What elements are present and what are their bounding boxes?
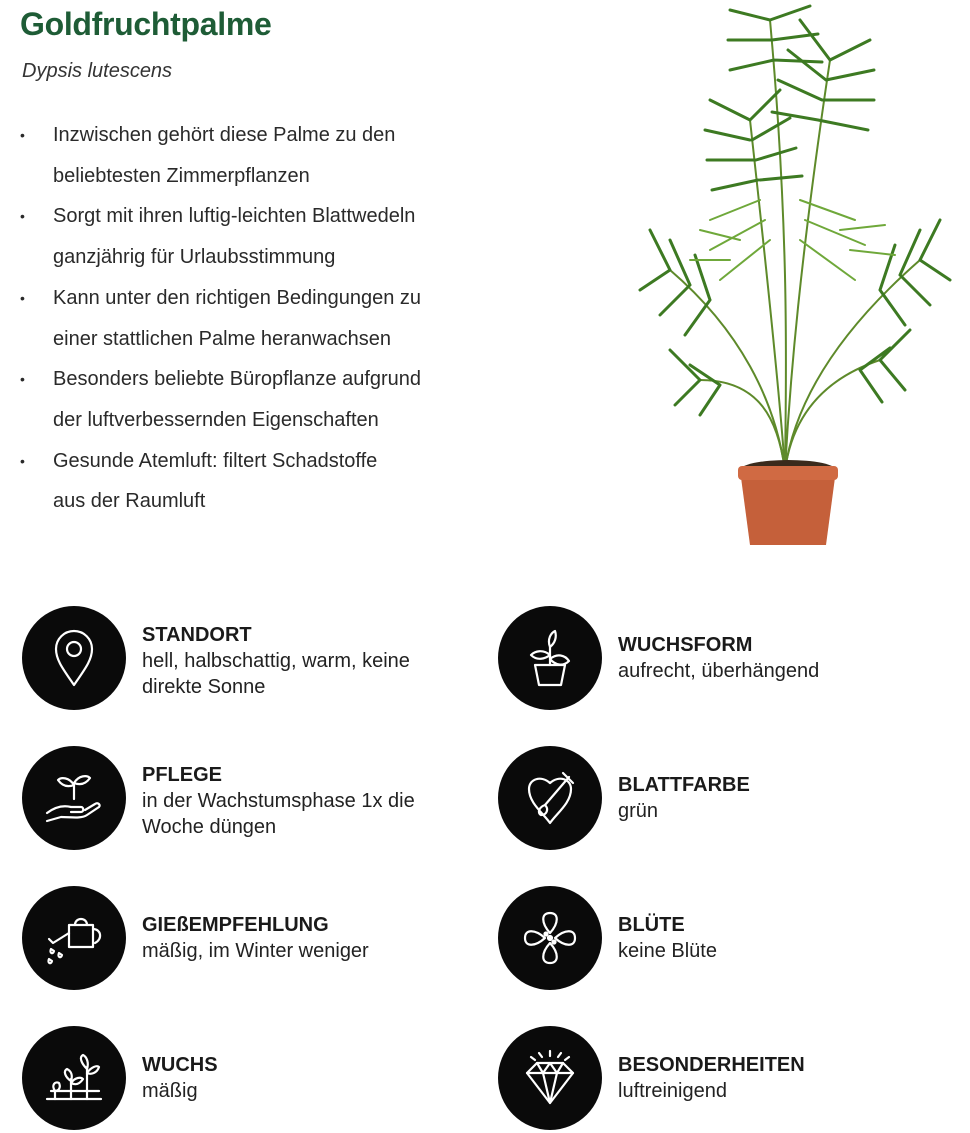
feature-value: mäßig, im Winter weniger xyxy=(142,940,369,962)
feature-label: WUCHS xyxy=(142,1054,218,1076)
bullet-icon: • xyxy=(20,208,25,225)
feature-value: luftreinigend xyxy=(618,1080,727,1102)
feature-blattfarbe xyxy=(498,746,938,852)
feature-wuchs xyxy=(22,1026,462,1132)
feature-value: grün xyxy=(618,800,659,822)
bullet-icon: • xyxy=(20,289,25,306)
feature-label: BLÜTE xyxy=(618,914,685,936)
feature-label: BESONDERHEITEN xyxy=(618,1054,805,1076)
feature-standort xyxy=(22,606,462,712)
location-pin-icon xyxy=(22,606,126,710)
feature-besonderheiten xyxy=(498,1026,938,1132)
bullet-icon: • xyxy=(20,452,25,469)
page-title: Goldfruchtpalme xyxy=(20,6,272,42)
growing-sprouts-icon xyxy=(22,1026,126,1130)
watering-can-icon xyxy=(22,886,126,990)
feature-label: PFLEGE xyxy=(142,764,223,786)
list-item: • Sorgt mit ihren luftig-leichten Blattwedeln ganzjährig für Urlaubsstimmung xyxy=(20,196,520,277)
diamond-icon xyxy=(498,1026,602,1130)
leaf-paintbrush-icon xyxy=(498,746,602,850)
hand-sprout-icon xyxy=(22,746,126,850)
feature-label: BLATTFARBE xyxy=(618,774,750,796)
flower-icon xyxy=(498,886,602,990)
feature-wuchsform xyxy=(498,606,938,712)
list-item: • Kann unter den richtigen Bedingungen zu einer stattlichen Palme heranwachsen xyxy=(20,278,520,359)
bullet-icon: • xyxy=(20,127,25,143)
botanical-name: Dypsis lutescens xyxy=(22,60,173,82)
feature-value: aufrecht, überhängend xyxy=(618,660,820,682)
feature-value: Woche düngen xyxy=(142,816,277,838)
feature-giessempfehlung xyxy=(22,886,462,992)
feature-value: keine Blüte xyxy=(618,940,717,962)
list-item: • Besonders beliebte Büropflanze aufgrund der luftverbessernden Eigenschaften xyxy=(20,359,520,440)
feature-label: GIEßEMPFEHLUNG xyxy=(142,914,329,936)
palm-plant-image xyxy=(600,0,970,560)
feature-bluete xyxy=(498,886,938,992)
feature-bullet-list xyxy=(20,115,520,522)
bullet-icon: • xyxy=(20,371,25,388)
feature-value: direkte Sonne xyxy=(142,676,266,698)
feature-value: mäßig xyxy=(142,1080,198,1102)
list-item: • Inzwischen gehört diese Palme zu den beliebtesten Zimmerpflanzen xyxy=(20,115,520,196)
feature-pflege xyxy=(22,746,462,852)
potted-plant-icon xyxy=(498,606,602,710)
feature-value: hell, halbschattig, warm, keine xyxy=(142,650,410,672)
list-item: • Gesunde Atemluft: filtert Schadstoffe aus der Raumluft xyxy=(20,441,520,522)
feature-value: in der Wachstumsphase 1x die xyxy=(142,790,415,812)
feature-label: STANDORT xyxy=(142,624,252,646)
feature-label: WUCHSFORM xyxy=(618,634,753,656)
